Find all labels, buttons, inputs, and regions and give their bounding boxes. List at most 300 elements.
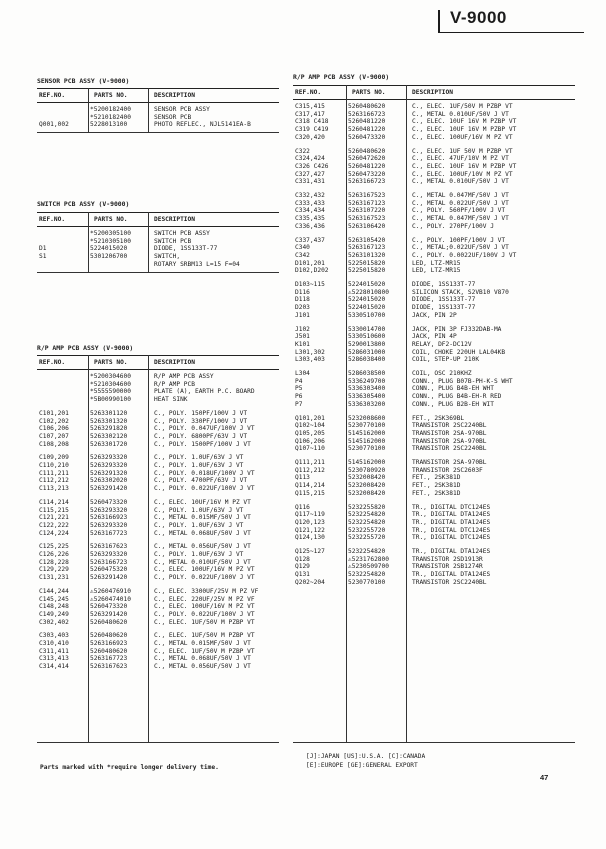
ref-no: D116 [295, 288, 310, 296]
parts-no: 5263167723 [90, 529, 128, 537]
description: TR., DIGITAL DTC124ES [412, 526, 491, 534]
ref-no: C121,221 [39, 514, 69, 522]
column-header-desc: DESCRIPTION [154, 359, 195, 366]
parts-no: 5232254820 [348, 548, 386, 555]
ref-no: J101 [295, 311, 310, 319]
description: C., ELEC. 1UF 50V M PZBP VT [412, 147, 513, 155]
ref-no: C144,244 [39, 587, 69, 595]
ref-no: Q121,122 [295, 526, 325, 534]
part-row [293, 527, 575, 534]
part-row [293, 401, 575, 408]
description: JACK, PIN 2P [412, 311, 457, 319]
description: CONN., PLUG B4B-EH-R RED [412, 393, 502, 401]
ref-no: Q105,205 [295, 429, 325, 437]
description: C., METAL 0.068UF/50V J VT [154, 655, 251, 663]
description: C., POLY. 100PF/100V J VT [412, 236, 506, 244]
parts-no: 5260480620 [90, 618, 128, 626]
sensor-bottom-rule [37, 132, 279, 133]
parts-no: ⚠5260474010 [90, 595, 131, 603]
ref-no: K101 [295, 340, 310, 348]
ref-no: C102,202 [39, 417, 69, 425]
description: C., POLY. 330PF/100V J VT [154, 417, 248, 425]
parts-no: 5263166923 [90, 640, 128, 647]
ref-no: C302,402 [39, 618, 69, 626]
part-row [37, 245, 279, 252]
part-row [37, 596, 279, 603]
part-row [37, 454, 279, 461]
ref-no: Q111,211 [295, 459, 325, 466]
parts-no: 5263167723 [90, 655, 128, 663]
parts-no: 5260480620 [90, 632, 128, 640]
part-row [293, 178, 575, 185]
description: TRANSISTOR 2SC2603F [412, 466, 483, 474]
description: C., POLY. 1500PF/100V J VT [154, 440, 251, 448]
description: TRANSISTOR 2SC2240BL [412, 422, 487, 430]
part-row [293, 415, 575, 422]
parts-no: 5145162000 [348, 429, 386, 437]
ref-no: P5 [295, 385, 303, 393]
parts-no: 5260480620 [348, 103, 386, 110]
description: C., ELEC. 10UF 16V M PZBP VT [412, 126, 517, 134]
part-row [37, 425, 279, 432]
parts-no: 5290013800 [348, 340, 386, 348]
description: C., METAL 0.047MF/50V J VT [412, 215, 509, 223]
part-row [37, 470, 279, 477]
part-row [37, 114, 279, 121]
part-row [293, 163, 575, 170]
column-header-desc: DESCRIPTION [154, 92, 195, 99]
region-legend-line-2: [E]:EUROPE [GE]:GENERAL EXPORT [306, 762, 418, 769]
parts-no: 5330510600 [348, 333, 386, 341]
parts-no: 5263167123 [348, 199, 386, 207]
parts-no: 5336249700 [348, 377, 386, 385]
part-row [293, 326, 575, 333]
description: C., ELEC. 220UF/25V M PZ VF [154, 595, 255, 603]
description: C., ELEC. 100UF/16V M PZ VT [412, 133, 513, 141]
parts-no: 5263291420 [90, 574, 128, 582]
part-row [293, 244, 575, 251]
parts-no: 5232008420 [348, 482, 386, 490]
part-row [37, 485, 279, 492]
part-row [293, 103, 575, 110]
description: TRANSISTOR 2SD1913R [412, 555, 483, 563]
parts-no: 5232255720 [348, 526, 386, 534]
parts-no: 5230770100 [348, 422, 386, 430]
ref-no: C313,413 [39, 655, 69, 663]
parts-no: 5336305400 [348, 393, 386, 401]
parts-no: 5330014700 [348, 325, 386, 333]
part-row [293, 341, 575, 348]
part-row [37, 499, 279, 506]
ref-no: C108,208 [39, 440, 69, 448]
part-row [293, 504, 575, 511]
ref-no: Q107~110 [295, 445, 325, 453]
part-row [37, 388, 279, 395]
parts-no: 5263107220 [348, 207, 386, 215]
parts-no: 5260473320 [90, 498, 128, 506]
part-row [293, 118, 575, 125]
part-row [293, 438, 575, 445]
ref-no: Q113 [295, 474, 310, 482]
part-row [293, 378, 575, 385]
description: C., POLY. 4700PF/63V J VT [154, 477, 248, 485]
ref-no: C303,403 [39, 632, 69, 640]
description: TRANSISTOR 2SA-970BL [412, 429, 487, 437]
description: JACK, PIN 4P [412, 333, 457, 341]
parts-no: 5263291320 [90, 469, 128, 477]
part-row [37, 588, 279, 595]
parts-no: *5200304600 [90, 373, 131, 380]
column-divider [88, 355, 89, 742]
parts-no: *5555590000 [90, 388, 131, 396]
description: C., POLY. 1.0UF/63V J VT [154, 521, 244, 529]
part-row [37, 410, 279, 417]
description: CONN., PLUG B2B-EH WIT [412, 400, 494, 408]
description: COIL, STEP-UP 210K [412, 356, 480, 364]
parts-no: 5263291820 [90, 425, 128, 433]
ref-no: C106,206 [39, 425, 69, 433]
description: C., METAL 0.010UF/50V J VT [412, 178, 509, 186]
model-header-bar [438, 10, 440, 32]
description: HEAT SINK [154, 396, 188, 404]
description: SWITCH PCB ASSY [154, 230, 210, 237]
ref-no: C145,245 [39, 595, 69, 603]
parts-no: 5224015020 [348, 281, 386, 288]
ref-no: C337,437 [295, 236, 325, 244]
description: C., ELEC. 100UF/16V M PZ VT [154, 566, 255, 574]
part-row [293, 171, 575, 178]
parts-no: 5260472620 [348, 155, 386, 163]
switch-title: SWITCH PCB ASSY (V-9000) [37, 200, 130, 208]
part-row [293, 215, 575, 222]
parts-no: 5263302020 [90, 477, 128, 485]
parts-no: 5336303400 [348, 385, 386, 393]
column-divider [346, 85, 347, 742]
part-row [293, 534, 575, 541]
ref-no: L301,302 [295, 348, 325, 356]
part-row [37, 106, 279, 113]
ref-no: D1 [39, 245, 47, 253]
column-divider [148, 212, 149, 272]
parts-no: 5263166923 [90, 514, 128, 522]
part-row [37, 559, 279, 566]
description: PLATE (A), EARTH P.C. BOARD [154, 388, 255, 396]
ref-no: Q115,215 [295, 489, 325, 497]
part-row [37, 507, 279, 514]
parts-no: 5301206700 [90, 253, 128, 261]
ref-no: C319 C419 [295, 126, 329, 134]
description: C., POLY. 0.047UF/100V J VT [154, 425, 255, 433]
description: TRANSISTOR 2SC2240BL [412, 578, 487, 586]
ref-no: Q117~119 [295, 511, 325, 519]
column-header-ref: REF.NO. [39, 359, 66, 366]
parts-no: 5260480620 [348, 147, 386, 155]
ref-no: C122,222 [39, 521, 69, 529]
description: ROTARY SRBM13 L=15 F=04 [154, 260, 240, 268]
parts-no: 5263301320 [90, 417, 128, 425]
description: TRANSISTOR 2SA-970BL [412, 459, 487, 466]
part-row [293, 519, 575, 526]
part-row [293, 134, 575, 141]
description: C., ELEC. 3300UF/25V M PZ VF [154, 587, 259, 595]
ref-no: C327,427 [295, 170, 325, 178]
ref-no: C315,415 [295, 103, 325, 110]
parts-no: 5225015820 [348, 259, 386, 267]
ref-no: C126,226 [39, 551, 69, 558]
ref-no: C111,211 [39, 469, 69, 477]
parts-no: 5263166723 [348, 110, 386, 118]
part-row [293, 267, 575, 274]
description: C., POLY. 6800PF/63V J VT [154, 432, 248, 440]
description: DIODE, 1SS133T-77 [412, 296, 476, 304]
ref-no: C115,215 [39, 506, 69, 514]
parts-no: 5230780920 [348, 466, 386, 474]
parts-no: 5228013100 [90, 121, 128, 129]
description: C., POLY. 150PF/100V J VT [154, 409, 248, 417]
ref-no: C110,210 [39, 462, 69, 469]
parts-no: 5232254820 [348, 518, 386, 526]
parts-no: 5224015020 [348, 304, 386, 312]
part-row [37, 574, 279, 581]
ref-no: J501 [295, 333, 310, 341]
description: C., POLY. 1.0UF/63V J VT [154, 454, 244, 462]
description: TR., DIGITAL DTA124ES [412, 548, 491, 555]
sensor-title: SENSOR PCB ASSY (V-9000) [37, 77, 130, 85]
description: TR., DIGITAL DTA124ES [412, 518, 491, 526]
description: SENSOR PCB [154, 113, 192, 121]
description: FET., 2SK381D [412, 482, 461, 490]
parts-no: 5263101320 [348, 251, 386, 259]
description: C., POLY. 1.0UF/63V J VT [154, 506, 244, 514]
part-row [293, 548, 575, 555]
part-row [293, 511, 575, 518]
parts-no: 5263291420 [90, 485, 128, 493]
description: C., ELEC. 1UF/50V M PZBP VT [412, 103, 513, 110]
part-row [37, 603, 279, 610]
parts-no: 5263301120 [90, 409, 128, 417]
description: FET., 2SK381D [412, 474, 461, 482]
ref-no: Q131 [295, 571, 310, 579]
ref-no: C113,213 [39, 485, 69, 493]
part-row [293, 148, 575, 155]
switch-bottom-rule [37, 272, 279, 273]
ref-no: C331,431 [295, 178, 325, 186]
parts-no: 5260473320 [348, 133, 386, 141]
description: C., METAL 0.056UF/50V J VT [154, 663, 251, 671]
parts-no: 5263167523 [348, 215, 386, 223]
description: DIODE, 1SS133T-77 [154, 245, 218, 253]
part-row [293, 467, 575, 474]
description: CONN., PLUG B4B-EH WHT [412, 385, 494, 393]
parts-no: *5200305100 [90, 230, 131, 237]
ref-no: C114,214 [39, 498, 69, 506]
ref-no: C320,420 [295, 133, 325, 141]
description: TR., DIGITAL DTA124ES [412, 511, 491, 519]
parts-no: 5263166723 [348, 178, 386, 186]
description: DIODE, 1SS133T-77 [412, 281, 476, 288]
part-row [293, 252, 575, 259]
part-row [293, 312, 575, 319]
ref-no: D101,201 [295, 259, 325, 267]
ref-no: C311,411 [39, 647, 69, 655]
ref-no: C310,410 [39, 640, 69, 647]
ref-no: C324,424 [295, 155, 325, 163]
parts-no: 5230770100 [348, 445, 386, 453]
description: C., ELEC. 10UF 16V M PZBP VT [412, 118, 517, 126]
column-header-desc: DESCRIPTION [412, 89, 453, 96]
ref-no: C326 C426 [295, 162, 329, 170]
parts-no: 5263293320 [90, 454, 128, 462]
description: C., POLY. 0.022UF/100V J VT [154, 574, 255, 582]
parts-no: 5263293320 [90, 462, 128, 469]
description: C., METAL 0.010UF/50V J VT [154, 558, 251, 566]
ref-no: C340 [295, 244, 310, 252]
part-row [37, 663, 279, 670]
parts-no: ⚠5231762800 [348, 555, 389, 563]
ref-no: D203 [295, 304, 310, 312]
part-row [37, 433, 279, 440]
part-row [37, 477, 279, 484]
parts-no: 5232255720 [348, 534, 386, 542]
part-row [293, 192, 575, 199]
ref-no: C107,207 [39, 432, 69, 440]
description: COIL, OSC 210KHZ [412, 370, 472, 377]
column-divider [88, 212, 89, 272]
part-row [37, 121, 279, 128]
part-row [293, 111, 575, 118]
parts-no: ⚠5230509700 [348, 563, 389, 571]
ref-no: C109,209 [39, 454, 69, 462]
parts-no: 5260475320 [90, 566, 128, 574]
ref-no: C318 C418 [295, 118, 329, 126]
parts-no: 5260473320 [90, 603, 128, 611]
part-row [293, 304, 575, 311]
parts-no: 5145162000 [348, 437, 386, 445]
rp_left-header [37, 355, 279, 370]
column-header-parts: PARTS NO. [94, 359, 128, 366]
parts-no: 5232254820 [348, 511, 386, 519]
part-row [37, 655, 279, 662]
ref-no: S1 [39, 253, 47, 261]
model-header-rule [438, 32, 584, 33]
description: TR., DIGITAL DTC124ES [412, 503, 491, 511]
ref-no: Q116 [295, 503, 310, 511]
part-row [293, 200, 575, 207]
ref-no: C128,228 [39, 558, 69, 566]
ref-no: C129,229 [39, 566, 69, 574]
description: SENSOR PCB ASSY [154, 106, 210, 113]
part-row [37, 230, 279, 237]
parts-no: 5263293320 [90, 521, 128, 529]
part-row [37, 514, 279, 521]
description: C., POLY. 0.0022UF/100V J VT [412, 251, 517, 259]
description: C., METAL 0.015MF/50V J VT [154, 640, 251, 647]
part-row [293, 422, 575, 429]
description: C., POLY. 0.018UF/100V J VT [154, 469, 255, 477]
part-row [293, 289, 575, 296]
sensor-header [37, 88, 279, 103]
part-row [37, 648, 279, 655]
description: TRANSISTOR 2SB1274R [412, 563, 483, 571]
description: C., POLY. 0.022UF/100V J VT [154, 485, 255, 493]
parts-no: 5263167623 [90, 663, 128, 671]
part-row [293, 207, 575, 214]
page-number: 47 [540, 773, 549, 782]
part-row [293, 296, 575, 303]
description: C., METAL 0.015MF/50V J VT [154, 514, 251, 522]
ref-no: Q102~104 [295, 422, 325, 430]
parts-no: 5286038500 [348, 370, 386, 377]
parts-no: *5210182400 [90, 113, 131, 121]
ref-no: Q202~204 [295, 578, 325, 586]
parts-no: 5260481220 [348, 126, 386, 134]
parts-no: *5210304600 [90, 380, 131, 388]
description: DIODE, 1SS133T-77 [412, 304, 476, 312]
part-row [293, 459, 575, 466]
part-row [293, 490, 575, 497]
description: LED, LTZ-MR15 [412, 267, 461, 275]
ref-no: C314,414 [39, 663, 69, 671]
parts-no: 5263105420 [348, 236, 386, 244]
parts-no: 5263291420 [90, 610, 128, 618]
description: LED, LTZ-MR15 [412, 259, 461, 267]
parts-no: 5263166723 [90, 558, 128, 566]
ref-no: C148,248 [39, 603, 69, 611]
part-row [37, 522, 279, 529]
ref-no: D102,D202 [295, 267, 329, 275]
description: C., METAL 0.010UF/50V J VT [412, 110, 509, 118]
parts-no: 5286038400 [348, 356, 386, 364]
part-row [293, 556, 575, 563]
ref-no: C101,201 [39, 409, 69, 417]
parts-no: ⚠5260476910 [90, 587, 131, 595]
parts-no: 5230770100 [348, 578, 386, 586]
part-row [293, 579, 575, 586]
part-row [37, 462, 279, 469]
ref-no: C131,231 [39, 574, 69, 582]
part-row [293, 237, 575, 244]
column-divider [148, 88, 149, 132]
rp_right-header [293, 85, 575, 100]
parts-no: *5B00990100 [90, 396, 131, 404]
part-row [293, 571, 575, 578]
column-divider [406, 85, 407, 742]
part-row [37, 396, 279, 403]
description: SWITCH PCB [154, 237, 192, 245]
description: C., POLY. 1.0UF/63V J VT [154, 462, 244, 469]
description: C., POLY. 270PF/100V J [412, 222, 494, 230]
parts-no: 5263293320 [90, 551, 128, 558]
ref-no: C342 [295, 251, 310, 259]
part-row [293, 349, 575, 356]
description: C., POLY. 560PF/100V J VT [412, 207, 506, 215]
ref-no: C124,224 [39, 529, 69, 537]
ref-no: P6 [295, 393, 303, 401]
ref-no: L303,403 [295, 356, 325, 364]
parts-no: *5210305100 [90, 237, 131, 245]
part-row [37, 632, 279, 639]
description: C., POLY. 0.022UF/100V J VT [154, 610, 255, 618]
parts-no: 5260481220 [348, 162, 386, 170]
description: C., ELEC. 1UF/50V M PZBP VT [154, 618, 255, 626]
description: PHOTO REFLEC., NJL5141EA-B [154, 121, 251, 129]
part-row [37, 238, 279, 245]
column-header-ref: REF.NO. [39, 216, 66, 223]
part-row [293, 281, 575, 288]
ref-no: Q124,130 [295, 534, 325, 542]
description: C., ELEC. 10UF/16V M PZ VT [154, 498, 251, 506]
rp_right-bottom-rule [293, 742, 575, 743]
